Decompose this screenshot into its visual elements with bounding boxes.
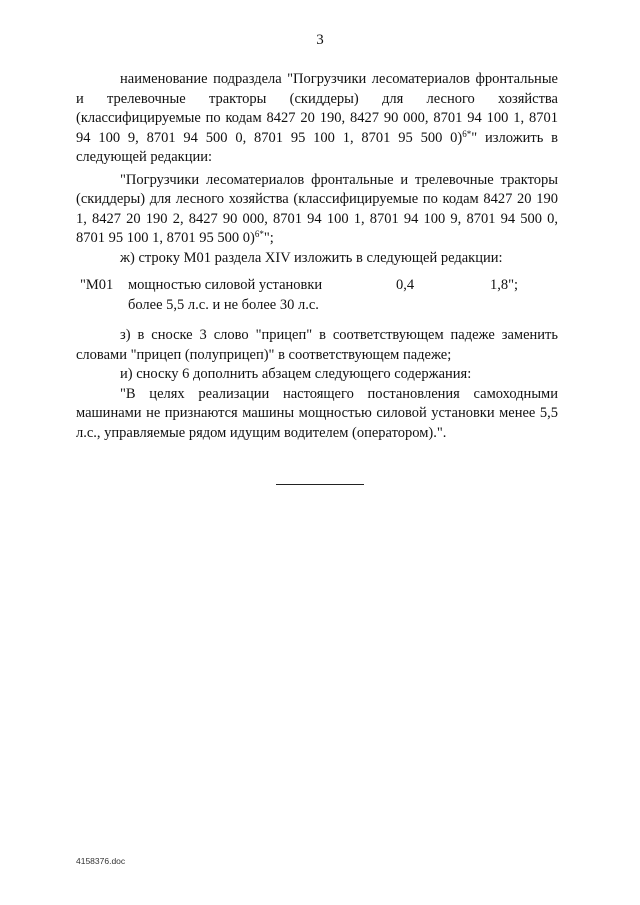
row-value-1: 0,4	[396, 277, 415, 293]
paragraph-text-tail: " изложить в следующей редакции:	[76, 129, 558, 165]
paragraph-footnote-6: и) сноску 6 дополнить абзацем следующего содержания:	[120, 366, 472, 382]
paragraph-row-m01-intro: ж) строку М01 раздела XIV изложить в следующей редакции:	[120, 249, 503, 266]
paragraph-text-tail: ";	[263, 230, 274, 246]
footer-file-code: 4158376.doc	[76, 856, 126, 866]
end-separator-line	[276, 484, 364, 485]
paragraph-subsection-name	[76, 70, 558, 168]
footnote-marker: 6*	[462, 128, 472, 139]
row-value-2: 1,8";	[490, 277, 519, 293]
row-description	[128, 276, 368, 315]
paragraph-footnote-6-text: "В целях реализации настоящего постановления самоходными машинами не признаются машины мощностью силовой установки менее 5,5 л.с., управляемые рядом идущим водителем (оператором).".	[76, 385, 558, 441]
row-description-line: более 5,5 л.с. и не более 30 л.с.	[128, 296, 319, 313]
footnote-marker: 6*	[254, 229, 264, 239]
row-code: "М01	[80, 277, 114, 293]
row-description-line: мощностью силовой установки	[128, 277, 323, 293]
table-row-m01	[76, 276, 558, 316]
paragraph-footnote-3: з) в сноске 3 слово "прицеп" в соответствующем падеже заменить словами "прицеп (полуприцеп)" в соответствующем падеже;	[76, 327, 558, 363]
paragraph-text: наименование подраздела "Погрузчики лесоматериалов фронтальные и трелевочные тракторы (скиддеры) для лесного хозяйства (классифицируемые по кодам 8427 20 190, 8427 90 000, 8701 94 100 1, 8701 94 100 9, 8701 94 500 0, 8701 95 100 1, 8701 95 500 0)	[76, 71, 558, 146]
paragraph-text: "Погрузчики лесоматериалов фронтальные и трелевочные тракторы (скиддеры) для лесного хозяйства (классифицируемые по кодам 8427 20 190 1, 8427 20 190 2, 8427 90 000, 8701 94 100 1, 8701 94 100 9, 8701 94 500 0, 8701 95 100 1, 8701 95 500 0)	[76, 171, 558, 246]
page-number: 3	[316, 32, 324, 48]
document-body	[76, 70, 558, 443]
paragraph-new-wording	[76, 171, 558, 249]
